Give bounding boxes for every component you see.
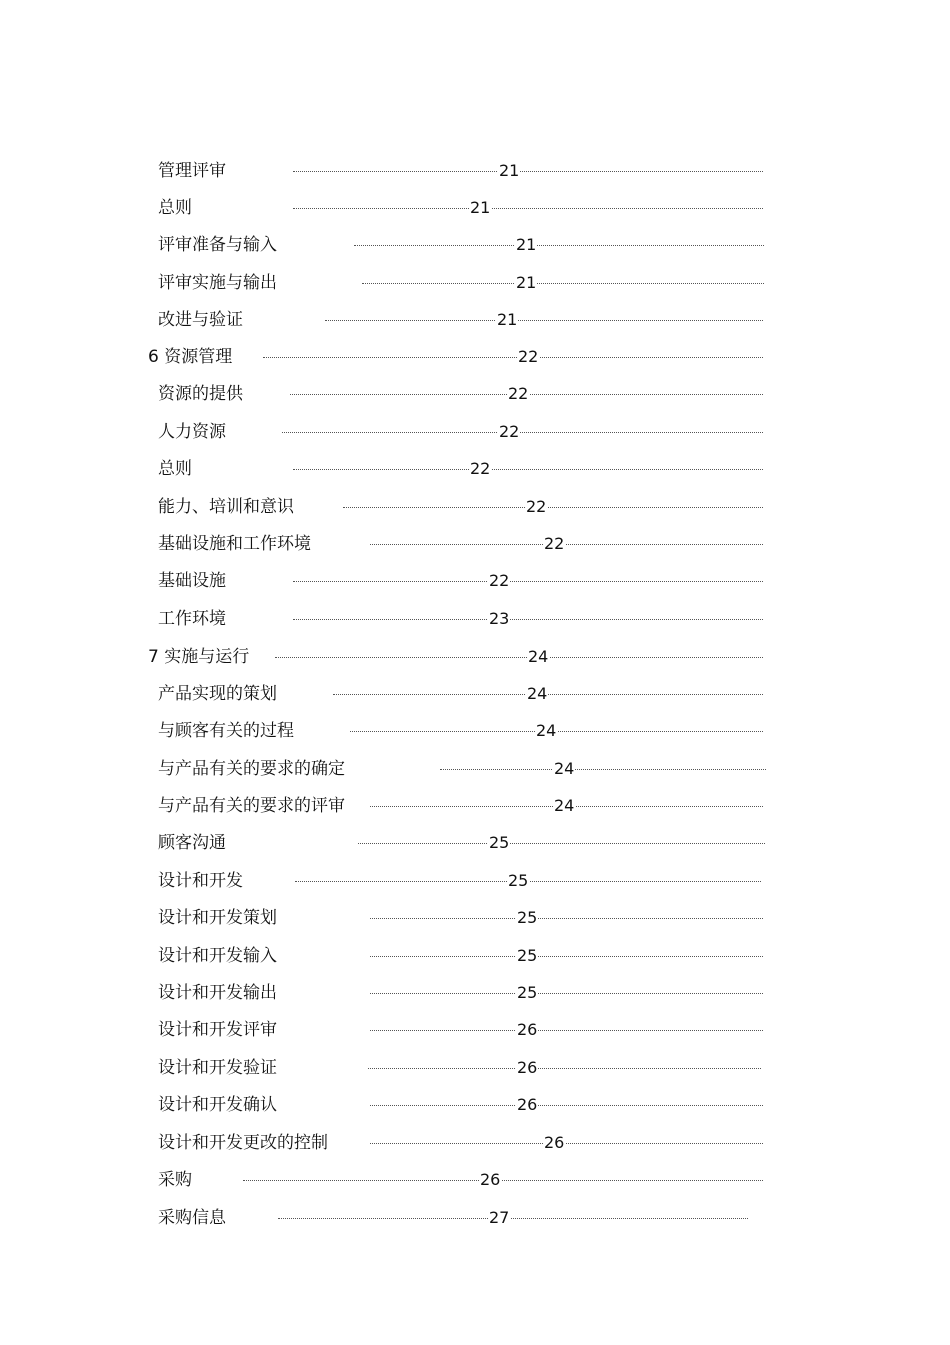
toc-entry-title: 工作环境 — [158, 609, 226, 629]
toc-entry-title: 基础设施 — [158, 571, 226, 591]
toc-page-number: 26 — [516, 1091, 538, 1119]
toc-entry[interactable] — [0, 343, 950, 371]
toc-page-number: 21 — [515, 269, 537, 297]
toc-entry[interactable] — [0, 942, 950, 970]
toc-entry[interactable] — [0, 829, 950, 857]
toc-page-number: 26 — [479, 1166, 501, 1194]
toc-page-number: 26 — [516, 1016, 538, 1044]
toc-leader — [293, 171, 763, 172]
toc-leader — [354, 245, 764, 246]
toc-entry-title: 采购信息 — [158, 1208, 226, 1228]
toc-leader — [358, 843, 765, 844]
toc-leader — [282, 432, 763, 433]
toc-page-number: 25 — [507, 867, 529, 895]
toc-entry-title: 设计和开发输出 — [158, 983, 277, 1003]
toc-page-number: 22 — [517, 343, 539, 371]
toc-leader — [325, 320, 763, 321]
toc-entry-title: 设计和开发策划 — [158, 908, 277, 928]
toc-leader — [263, 357, 763, 358]
toc-leader — [440, 769, 766, 770]
toc-entry-title: 与顾客有关的过程 — [158, 721, 294, 741]
toc-entry-title: 改进与验证 — [158, 310, 243, 330]
toc-page-number: 21 — [498, 157, 520, 185]
toc-entry[interactable] — [0, 157, 950, 185]
toc-entry[interactable] — [0, 269, 950, 297]
toc-entry-title: 与产品有关的要求的确定 — [158, 759, 345, 779]
toc-entry-title: 基础设施和工作环境 — [158, 534, 311, 554]
toc-leader — [370, 956, 763, 957]
toc-page-number: 24 — [527, 643, 549, 671]
toc-page-number: 24 — [526, 680, 548, 708]
toc-page-number: 22 — [507, 380, 529, 408]
toc-page-number: 24 — [553, 755, 575, 783]
toc-page-number: 25 — [516, 979, 538, 1007]
toc-leader — [370, 1143, 763, 1144]
toc-entry-title: 设计和开发更改的控制 — [158, 1133, 328, 1153]
toc-leader — [278, 1218, 748, 1219]
toc-entry-title: 产品实现的策划 — [158, 684, 277, 704]
toc-leader — [368, 1068, 761, 1069]
toc-entry[interactable] — [0, 1016, 950, 1044]
toc-entry[interactable] — [0, 605, 950, 633]
toc-leader — [362, 283, 764, 284]
toc-entry-title: 7 实施与运行 — [148, 647, 250, 667]
toc-entry[interactable] — [0, 1129, 950, 1157]
toc-page-number: 21 — [469, 194, 491, 222]
toc-leader — [275, 657, 763, 658]
toc-entry-title: 设计和开发 — [158, 871, 243, 891]
toc-entry-title: 与产品有关的要求的评审 — [158, 796, 345, 816]
toc-entry[interactable] — [0, 979, 950, 1007]
toc-entry[interactable] — [0, 680, 950, 708]
toc-leader — [243, 1180, 763, 1181]
toc-entry-title: 设计和开发输入 — [158, 946, 277, 966]
toc-page-number: 22 — [488, 567, 510, 595]
toc-page-number: 21 — [515, 231, 537, 259]
toc-page-number: 21 — [496, 306, 518, 334]
toc-entry-title: 人力资源 — [158, 422, 226, 442]
toc-page-number: 25 — [488, 829, 510, 857]
toc-entry-title: 顾客沟通 — [158, 833, 226, 853]
toc-leader — [293, 208, 763, 209]
toc-page-number: 22 — [469, 455, 491, 483]
toc-page-number: 25 — [516, 942, 538, 970]
toc-entry[interactable] — [0, 1091, 950, 1119]
toc-page-number: 22 — [525, 493, 547, 521]
toc-leader — [370, 1030, 763, 1031]
toc-page-number: 22 — [543, 530, 565, 558]
toc-leader — [293, 469, 763, 470]
toc-entry[interactable] — [0, 867, 950, 895]
toc-entry[interactable] — [0, 455, 950, 483]
toc-entry[interactable] — [0, 904, 950, 932]
toc-page-number: 27 — [488, 1204, 510, 1232]
toc-entry[interactable] — [0, 1204, 950, 1232]
toc-leader — [293, 581, 763, 582]
toc-entry[interactable] — [0, 418, 950, 446]
toc-entry-title: 设计和开发验证 — [158, 1058, 277, 1078]
toc-page-number: 23 — [488, 605, 510, 633]
toc-page-number: 26 — [543, 1129, 565, 1157]
toc-entry-title: 管理评审 — [158, 161, 226, 181]
toc-entry-title: 资源的提供 — [158, 384, 243, 404]
toc-entry-title: 评审实施与输出 — [158, 273, 277, 293]
toc-entry[interactable] — [0, 567, 950, 595]
toc-entry-title: 采购 — [158, 1170, 192, 1190]
toc-entry[interactable] — [0, 306, 950, 334]
toc-leader — [370, 1105, 763, 1106]
toc-entry[interactable] — [0, 194, 950, 222]
toc-entry[interactable] — [0, 755, 950, 783]
toc-leader — [293, 619, 763, 620]
toc-entry[interactable] — [0, 530, 950, 558]
toc-entry[interactable] — [0, 1166, 950, 1194]
toc-page-number: 24 — [535, 717, 557, 745]
toc-entry[interactable] — [0, 717, 950, 745]
toc-leader — [370, 544, 763, 545]
toc-page-number: 22 — [498, 418, 520, 446]
toc-page-number: 26 — [516, 1054, 538, 1082]
toc-entry-title: 设计和开发评审 — [158, 1020, 277, 1040]
toc-entry-title: 设计和开发确认 — [158, 1095, 277, 1115]
toc-page-number: 25 — [516, 904, 538, 932]
toc-entry-title: 总则 — [158, 198, 192, 218]
toc-leader — [343, 507, 763, 508]
toc-entry[interactable] — [0, 643, 950, 671]
toc-leader — [370, 918, 763, 919]
toc-entry[interactable] — [0, 792, 950, 820]
toc-leader — [370, 993, 763, 994]
toc-entry[interactable] — [0, 493, 950, 521]
toc-entry-title: 6 资源管理 — [148, 347, 233, 367]
toc-entry-title: 能力、培训和意识 — [158, 497, 294, 517]
toc-entry[interactable] — [0, 380, 950, 408]
toc-entry-title: 评审准备与输入 — [158, 235, 277, 255]
toc-entry[interactable] — [0, 1054, 950, 1082]
toc-entry-title: 总则 — [158, 459, 192, 479]
toc-page-number: 24 — [553, 792, 575, 820]
toc-entry[interactable] — [0, 231, 950, 259]
